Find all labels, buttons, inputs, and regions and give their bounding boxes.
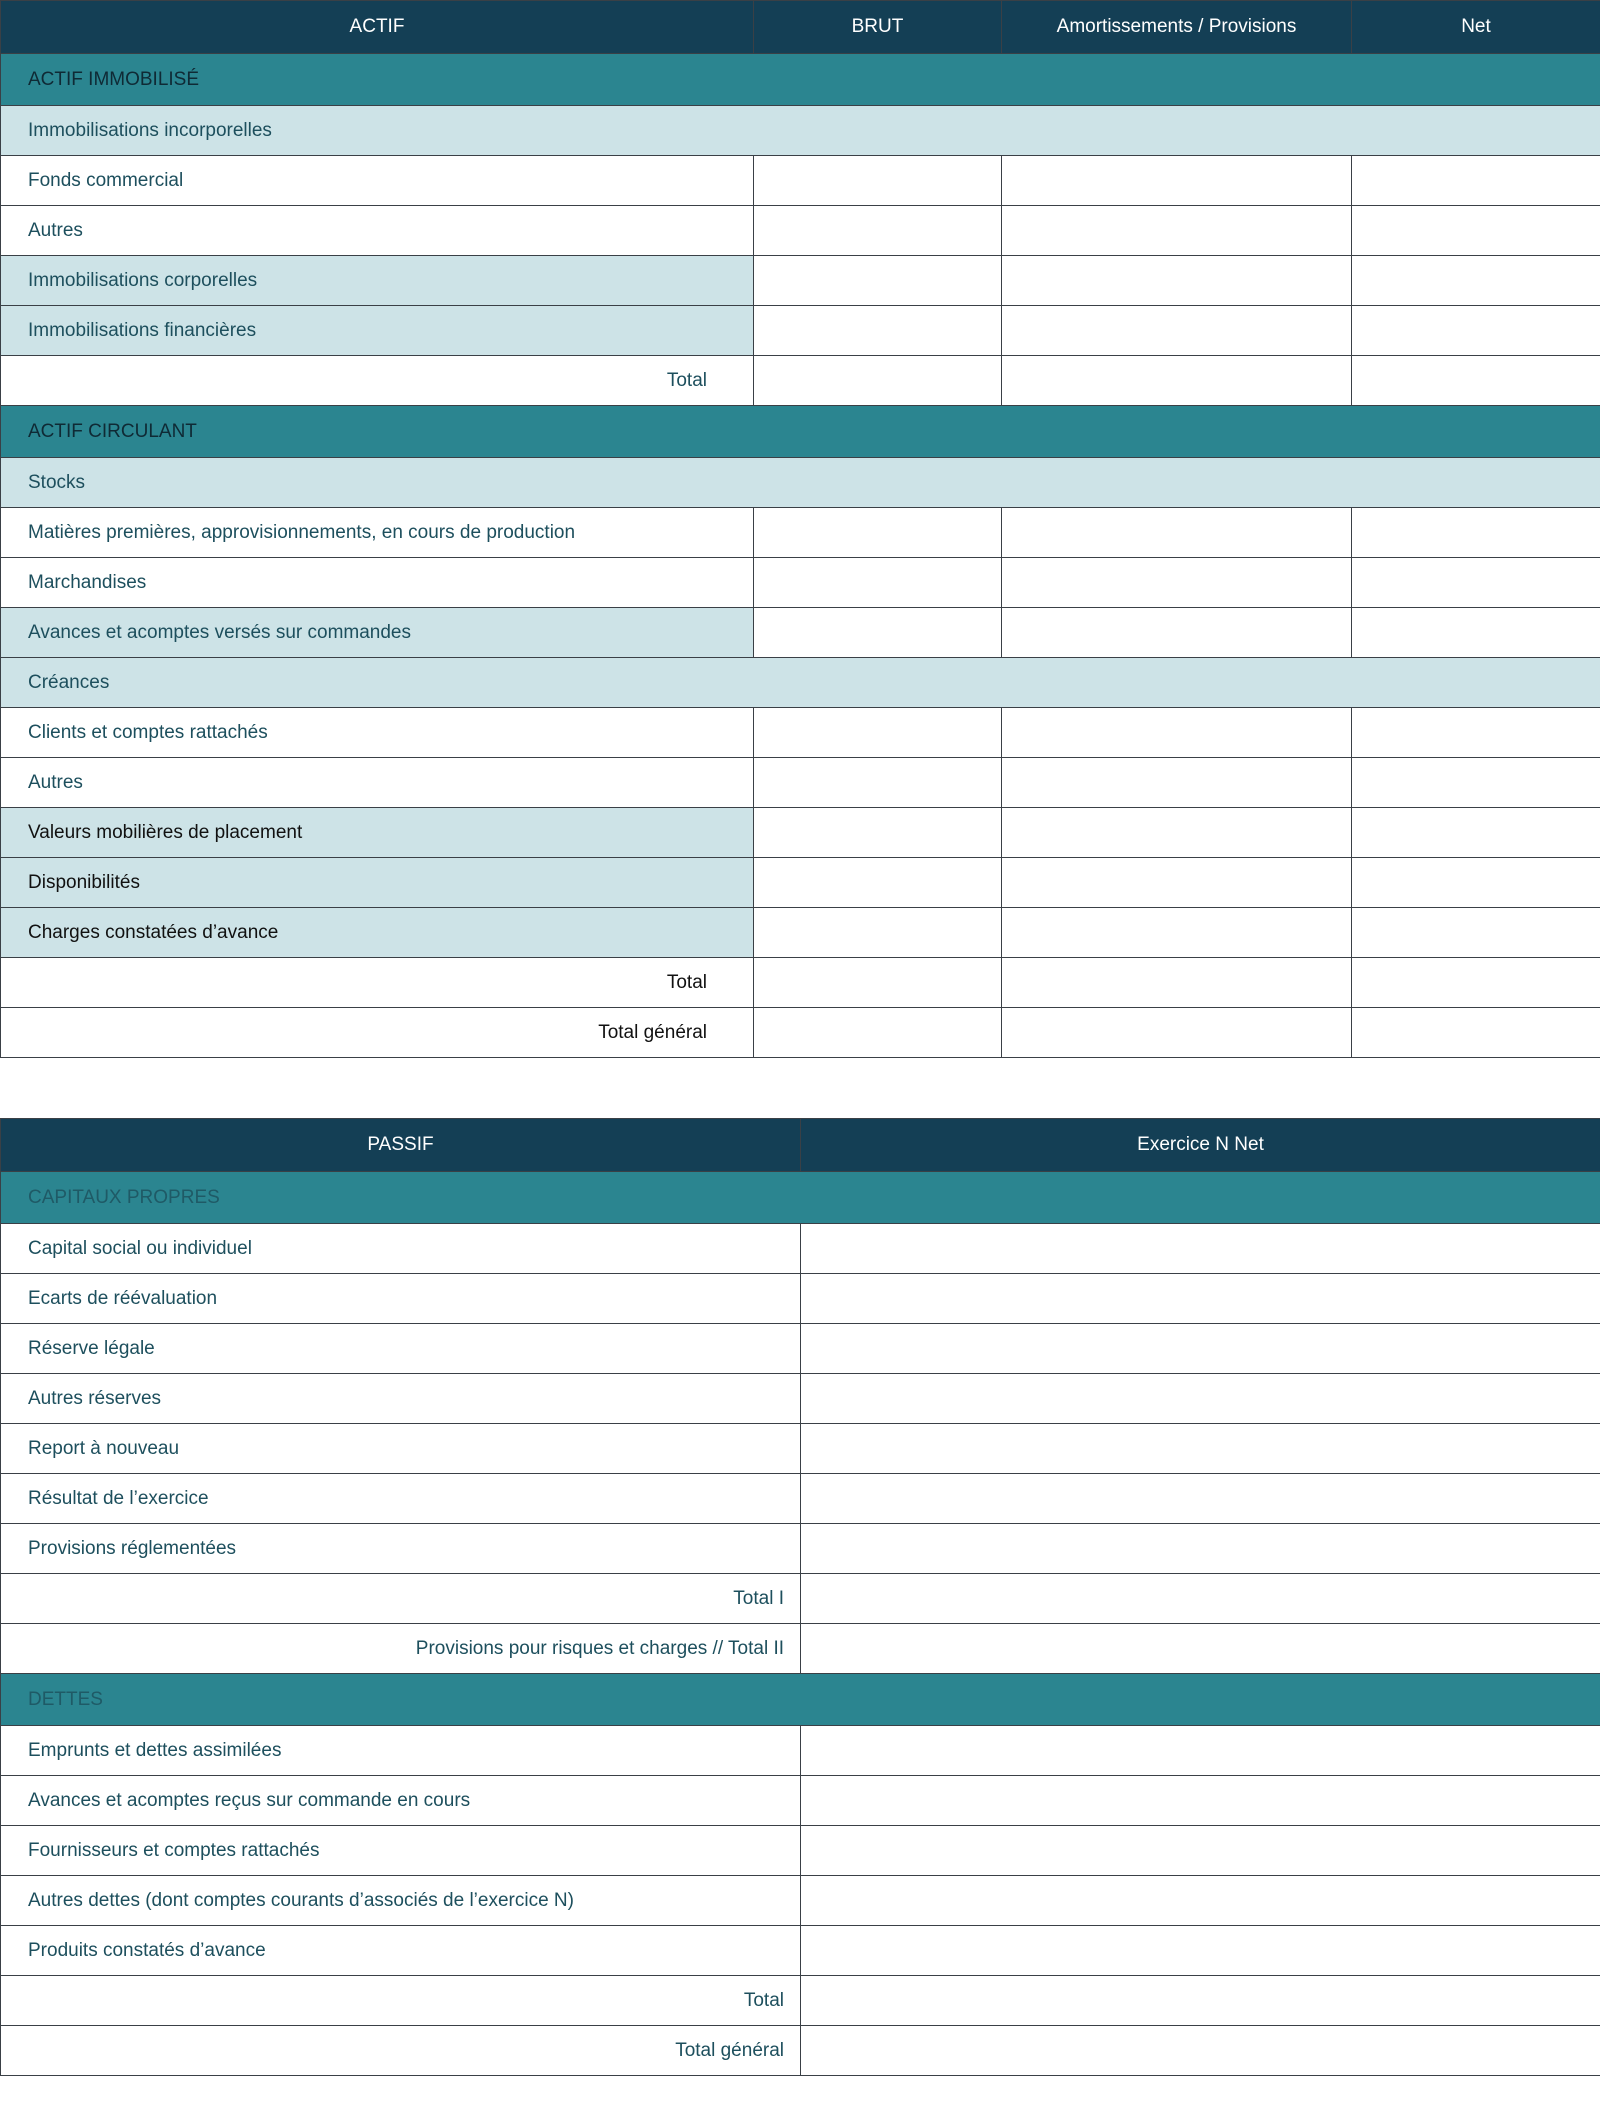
table-row	[1, 306, 1600, 356]
exercice-cell[interactable]	[801, 1926, 1600, 1976]
subsection-immobilisations-incorporelles	[1, 106, 1600, 156]
section-actif-circulant	[1, 406, 1600, 458]
actif-header-row	[1, 1, 1600, 54]
table-row	[1, 1926, 1600, 1976]
table-row	[1, 808, 1600, 858]
section-title: ACTIF CIRCULANT	[1, 406, 1600, 458]
total-label: Provisions pour risques et charges // Total II	[1, 1624, 801, 1674]
net-cell[interactable]	[1352, 858, 1600, 908]
brut-cell[interactable]	[754, 908, 1002, 958]
amortissements-cell[interactable]	[1002, 708, 1352, 758]
brut-cell[interactable]	[754, 708, 1002, 758]
row-label: Autres réserves	[1, 1374, 801, 1424]
section-actif-immobilise	[1, 54, 1600, 106]
total-label: Total	[1, 356, 754, 406]
row-label: Fournisseurs et comptes rattachés	[1, 1826, 801, 1876]
brut-cell[interactable]	[754, 958, 1002, 1008]
subsection-creances	[1, 658, 1600, 708]
table-row	[1, 1826, 1600, 1876]
total-general-label: Total général	[1, 1008, 754, 1058]
col-header-brut: BRUT	[754, 1, 1002, 54]
exercice-cell[interactable]	[801, 1574, 1600, 1624]
net-cell[interactable]	[1352, 156, 1600, 206]
passif-header-row	[1, 1119, 1600, 1172]
row-label: Réserve légale	[1, 1324, 801, 1374]
table-row	[1, 908, 1600, 958]
row-label: Immobilisations financières	[1, 306, 754, 356]
row-label: Capital social ou individuel	[1, 1224, 801, 1274]
table-row	[1, 1474, 1600, 1524]
total-row	[1, 1574, 1600, 1624]
table-row	[1, 1876, 1600, 1926]
col-header-exercice: Exercice N Net	[801, 1119, 1600, 1172]
total-row	[1, 1976, 1600, 2026]
exercice-cell[interactable]	[801, 1826, 1600, 1876]
exercice-cell[interactable]	[801, 1224, 1600, 1274]
exercice-cell[interactable]	[801, 1726, 1600, 1776]
table-row	[1, 156, 1600, 206]
row-label: Matières premières, approvisionnements, en cours de production	[1, 508, 754, 558]
amortissements-cell[interactable]	[1002, 156, 1352, 206]
net-cell[interactable]	[1352, 356, 1600, 406]
row-label: Emprunts et dettes assimilées	[1, 1726, 801, 1776]
table-row	[1, 758, 1600, 808]
row-label: Produits constatés d’avance	[1, 1926, 801, 1976]
total-general-row	[1, 2026, 1600, 2076]
row-label: Disponibilités	[1, 858, 754, 908]
subsection-stocks	[1, 458, 1600, 508]
table-row	[1, 1424, 1600, 1474]
row-label: Marchandises	[1, 558, 754, 608]
amortissements-cell[interactable]	[1002, 758, 1352, 808]
passif-table	[0, 1118, 1600, 2076]
row-label: Clients et comptes rattachés	[1, 708, 754, 758]
row-label: Charges constatées d’avance	[1, 908, 754, 958]
row-label: Autres	[1, 206, 754, 256]
brut-cell[interactable]	[754, 758, 1002, 808]
section-dettes	[1, 1674, 1600, 1726]
amortissements-cell[interactable]	[1002, 858, 1352, 908]
brut-cell[interactable]	[754, 206, 1002, 256]
net-cell[interactable]	[1352, 508, 1600, 558]
net-cell[interactable]	[1352, 908, 1600, 958]
net-cell[interactable]	[1352, 808, 1600, 858]
table-row	[1, 1726, 1600, 1776]
total-row	[1, 958, 1600, 1008]
brut-cell[interactable]	[754, 256, 1002, 306]
total-label: Total	[1, 1976, 801, 2026]
brut-cell[interactable]	[754, 608, 1002, 658]
exercice-cell[interactable]	[801, 1976, 1600, 2026]
exercice-cell[interactable]	[801, 1524, 1600, 1574]
table-row	[1, 558, 1600, 608]
table-row	[1, 1776, 1600, 1826]
table-row	[1, 708, 1600, 758]
row-label: Autres dettes (dont comptes courants d’associés de l’exercice N)	[1, 1876, 801, 1926]
subsection-title: Stocks	[1, 458, 1600, 508]
net-cell[interactable]	[1352, 708, 1600, 758]
row-label: Provisions réglementées	[1, 1524, 801, 1574]
amortissements-cell[interactable]	[1002, 306, 1352, 356]
table-row	[1, 1524, 1600, 1574]
amortissements-cell[interactable]	[1002, 808, 1352, 858]
net-cell[interactable]	[1352, 958, 1600, 1008]
brut-cell[interactable]	[754, 356, 1002, 406]
total-label: Total	[1, 958, 754, 1008]
amortissements-cell[interactable]	[1002, 908, 1352, 958]
col-header-amortissements: Amortissements / Provisions	[1002, 1, 1352, 54]
row-label: Résultat de l’exercice	[1, 1474, 801, 1524]
exercice-cell[interactable]	[801, 1624, 1600, 1674]
net-cell[interactable]	[1352, 306, 1600, 356]
brut-cell[interactable]	[754, 508, 1002, 558]
amortissements-cell[interactable]	[1002, 256, 1352, 306]
brut-cell[interactable]	[754, 558, 1002, 608]
table-row	[1, 1374, 1600, 1424]
table-row	[1, 256, 1600, 306]
amortissements-cell[interactable]	[1002, 206, 1352, 256]
table-row	[1, 858, 1600, 908]
net-cell[interactable]	[1352, 256, 1600, 306]
exercice-cell[interactable]	[801, 1474, 1600, 1524]
amortissements-cell[interactable]	[1002, 356, 1352, 406]
total-general-row	[1, 1008, 1600, 1058]
table-row	[1, 1224, 1600, 1274]
table-row	[1, 608, 1600, 658]
exercice-cell[interactable]	[801, 1324, 1600, 1374]
col-header-net: Net	[1352, 1, 1600, 54]
section-title: DETTES	[1, 1674, 1600, 1726]
table-row	[1, 206, 1600, 256]
amortissements-cell[interactable]	[1002, 608, 1352, 658]
row-label: Avances et acomptes versés sur commandes	[1, 608, 754, 658]
row-label: Autres	[1, 758, 754, 808]
total-label: Total I	[1, 1574, 801, 1624]
exercice-cell[interactable]	[801, 1776, 1600, 1826]
exercice-cell[interactable]	[801, 1274, 1600, 1324]
brut-cell[interactable]	[754, 858, 1002, 908]
net-cell[interactable]	[1352, 758, 1600, 808]
row-label: Avances et acomptes reçus sur commande en cours	[1, 1776, 801, 1826]
brut-cell[interactable]	[754, 1008, 1002, 1058]
section-title: ACTIF IMMOBILISÉ	[1, 54, 1600, 106]
table-row	[1, 508, 1600, 558]
net-cell[interactable]	[1352, 1008, 1600, 1058]
row-label: Ecarts de réévaluation	[1, 1274, 801, 1324]
total-row	[1, 1624, 1600, 1674]
row-label: Immobilisations corporelles	[1, 256, 754, 306]
subsection-title: Immobilisations incorporelles	[1, 106, 1600, 156]
brut-cell[interactable]	[754, 156, 1002, 206]
col-header-passif: PASSIF	[1, 1119, 801, 1172]
row-label: Fonds commercial	[1, 156, 754, 206]
exercice-cell[interactable]	[801, 1374, 1600, 1424]
brut-cell[interactable]	[754, 306, 1002, 356]
table-row	[1, 1324, 1600, 1374]
section-capitaux-propres	[1, 1172, 1600, 1224]
brut-cell[interactable]	[754, 808, 1002, 858]
table-row	[1, 1274, 1600, 1324]
exercice-cell[interactable]	[801, 1876, 1600, 1926]
total-row	[1, 356, 1600, 406]
section-title: CAPITAUX PROPRES	[1, 1172, 1600, 1224]
exercice-cell[interactable]	[801, 1424, 1600, 1474]
total-general-label: Total général	[1, 2026, 801, 2076]
net-cell[interactable]	[1352, 558, 1600, 608]
col-header-actif: ACTIF	[1, 1, 754, 54]
amortissements-cell[interactable]	[1002, 958, 1352, 1008]
amortissements-cell[interactable]	[1002, 1008, 1352, 1058]
net-cell[interactable]	[1352, 206, 1600, 256]
net-cell[interactable]	[1352, 608, 1600, 658]
subsection-title: Créances	[1, 658, 1600, 708]
row-label: Valeurs mobilières de placement	[1, 808, 754, 858]
row-label: Report à nouveau	[1, 1424, 801, 1474]
exercice-cell[interactable]	[801, 2026, 1600, 2076]
amortissements-cell[interactable]	[1002, 558, 1352, 608]
amortissements-cell[interactable]	[1002, 508, 1352, 558]
